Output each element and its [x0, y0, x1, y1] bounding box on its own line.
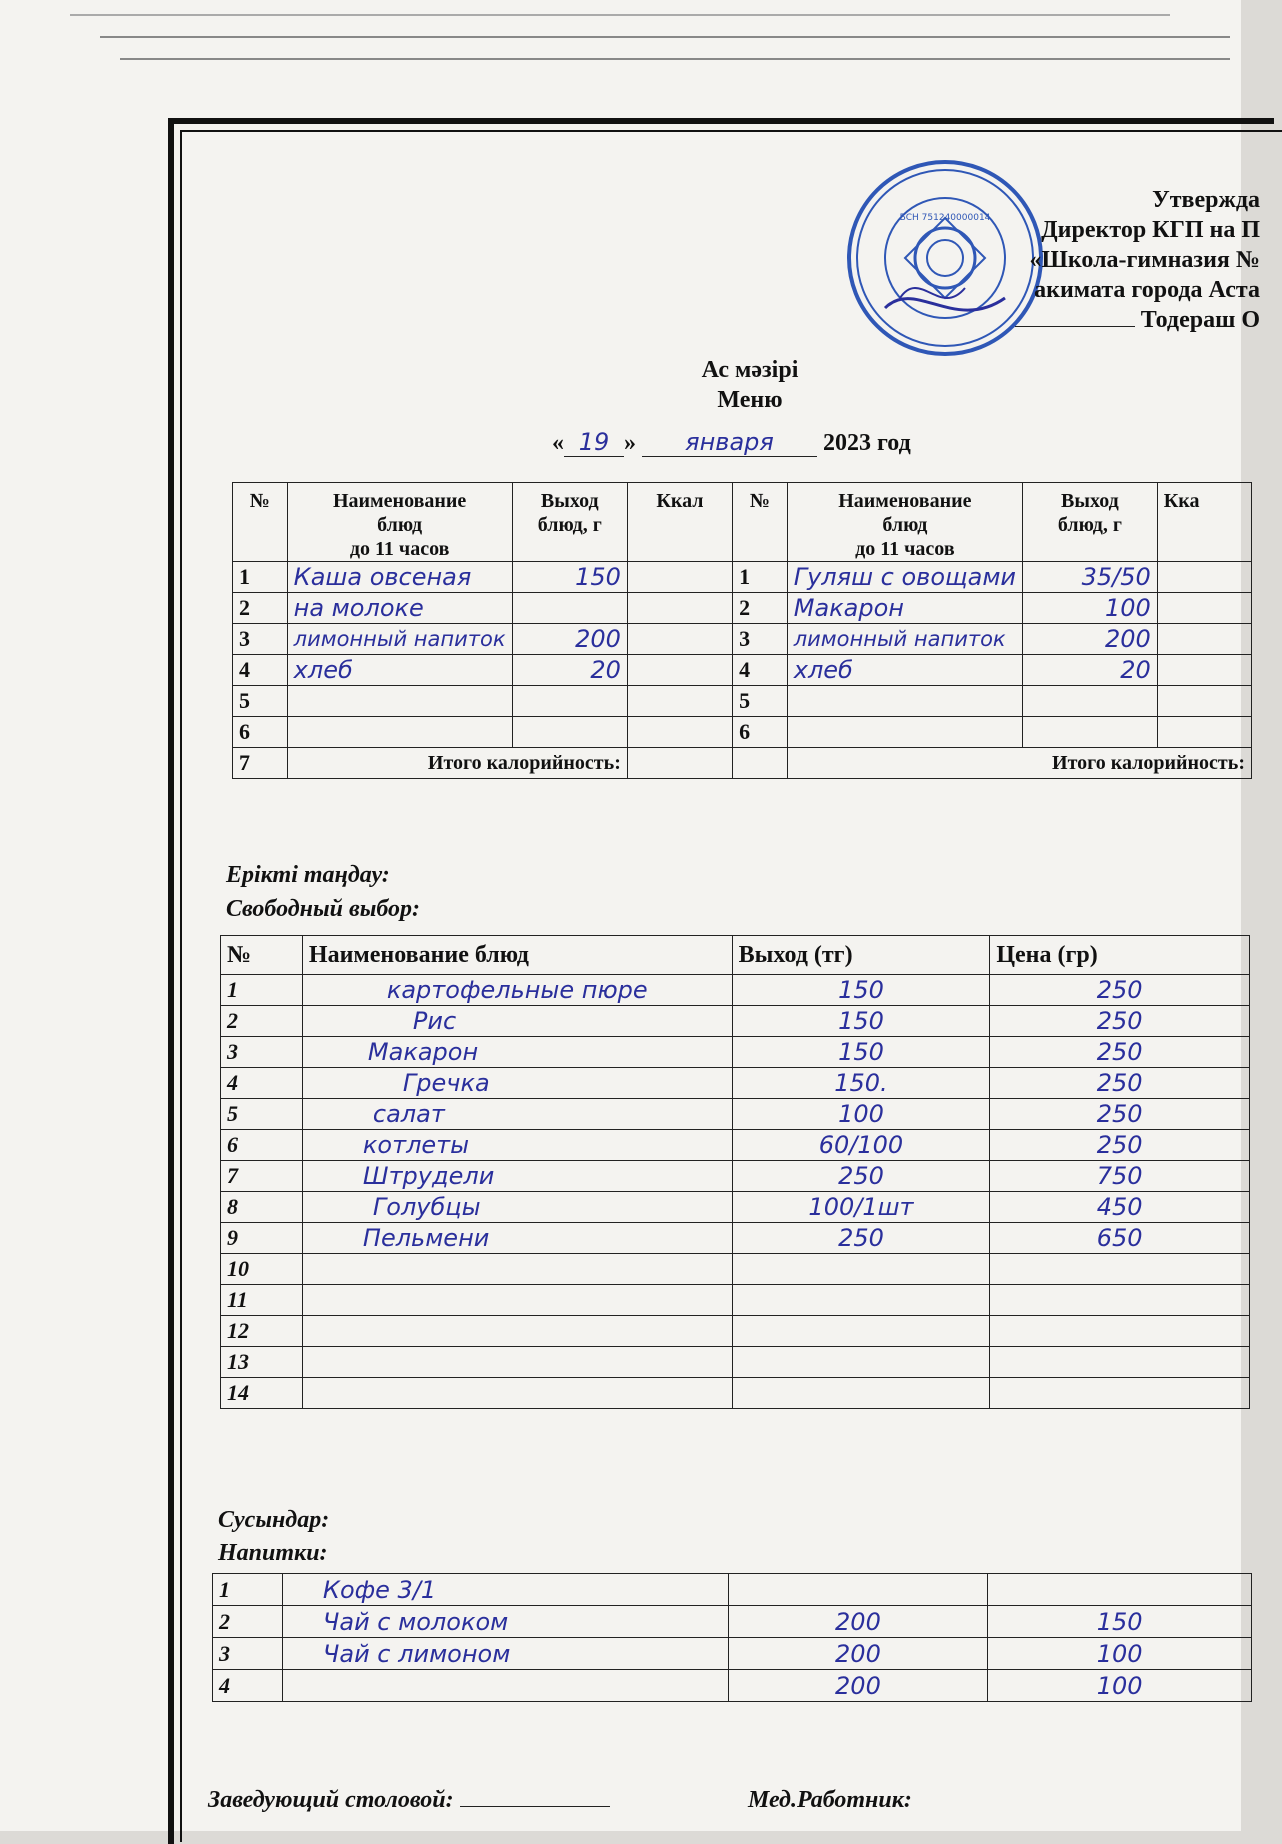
table-row: [221, 1192, 1250, 1223]
table-cell: 4: [233, 655, 288, 686]
empty-cell: [512, 686, 627, 717]
empty-cell: [1157, 655, 1251, 686]
empty-cell: [733, 748, 788, 779]
empty-cell: [990, 1254, 1250, 1285]
table-row: [213, 1638, 1252, 1670]
empty-cell: [990, 1347, 1250, 1378]
table-cell: 150: [732, 975, 990, 1006]
empty-cell: [990, 1285, 1250, 1316]
menu-table-header: [233, 483, 1252, 562]
empty-cell: [787, 686, 1022, 717]
empty-cell: [732, 1316, 990, 1347]
table-cell: Чай с лимоном: [282, 1638, 728, 1670]
approval-line: «Школа-гимназия №: [1029, 247, 1260, 273]
empty-cell: [302, 1254, 732, 1285]
footer-medic: [748, 1787, 912, 1814]
table-cell: 150: [732, 1006, 990, 1037]
empty-cell: [302, 1378, 732, 1409]
empty-cell: [627, 624, 732, 655]
table-cell: 7: [221, 1161, 303, 1192]
empty-cell: [732, 1254, 990, 1285]
table-cell: 250: [990, 1006, 1250, 1037]
col-kcal-2: Кка: [1157, 483, 1251, 562]
table-cell: 100: [1023, 593, 1158, 624]
total-label: Итого калорийность:: [287, 748, 627, 779]
table-cell: 2: [221, 1006, 303, 1037]
table-cell: Чай с молоком: [282, 1606, 728, 1638]
table-cell: 2: [233, 593, 288, 624]
empty-cell: [282, 1670, 728, 1702]
table-cell: 100: [988, 1638, 1252, 1670]
table-row: [233, 593, 1252, 624]
table-cell: Каша овсеная: [287, 562, 512, 593]
table-row: [221, 1316, 1250, 1347]
approval-line: акимата города Аста: [1034, 277, 1260, 303]
approval-line: Директор КГП на П: [1041, 217, 1260, 243]
table-cell: 6: [221, 1130, 303, 1161]
table-cell: 250: [732, 1223, 990, 1254]
manager-label: Заведующий столовой:: [208, 1787, 454, 1813]
empty-cell: [732, 1347, 990, 1378]
empty-cell: [627, 748, 732, 779]
table-cell: 9: [221, 1223, 303, 1254]
table-cell: 5: [733, 686, 788, 717]
heading-ru: Меню: [717, 387, 783, 413]
drinks-title-kz: Сусындар:: [218, 1507, 330, 1533]
date-day: 19: [564, 428, 624, 457]
table-cell: 3: [733, 624, 788, 655]
table-cell: 100/1шт: [732, 1192, 990, 1223]
table-cell: 8: [221, 1192, 303, 1223]
col-yield: Выход (тг): [732, 936, 990, 975]
table-row: [221, 1254, 1250, 1285]
manager-signature-blank: [460, 1806, 610, 1807]
table-cell: 11: [221, 1285, 303, 1316]
menu-heading: [560, 355, 940, 415]
table-cell: 250: [990, 1037, 1250, 1068]
table-cell: котлеты: [302, 1130, 732, 1161]
table-cell: 1: [233, 562, 288, 593]
table-cell: 200: [728, 1638, 988, 1670]
table-cell: Гуляш с овощами: [787, 562, 1022, 593]
table-cell: 4: [213, 1670, 283, 1702]
table-cell: 6: [733, 717, 788, 748]
director-name: Тодераш О: [1140, 307, 1260, 333]
empty-cell: [302, 1316, 732, 1347]
empty-cell: [287, 717, 512, 748]
medic-label: Мед.Работник:: [748, 1787, 912, 1813]
table-cell: 7: [233, 748, 288, 779]
table-row: [233, 624, 1252, 655]
table-cell: [512, 593, 627, 624]
table-cell: 750: [990, 1161, 1250, 1192]
empty-cell: [627, 562, 732, 593]
table-cell: 60/100: [732, 1130, 990, 1161]
free-choice-table: [220, 935, 1250, 1409]
col-kcal: Ккал: [627, 483, 732, 562]
empty-cell: [1157, 593, 1251, 624]
menu-table: [232, 482, 1252, 779]
table-row: [221, 975, 1250, 1006]
table-cell: Штрудели: [302, 1161, 732, 1192]
table-row: [233, 717, 1252, 748]
table-cell: 1: [213, 1574, 283, 1606]
table-cell: 12: [221, 1316, 303, 1347]
table-row: [221, 1130, 1250, 1161]
heading-kz: Ас мәзірі: [701, 357, 799, 383]
free-choice-header: [221, 936, 1250, 975]
table-row: [221, 1347, 1250, 1378]
table-cell: 5: [233, 686, 288, 717]
total-label-2: Итого калорийность:: [787, 748, 1251, 779]
table-cell: хлеб: [787, 655, 1022, 686]
table-cell: 250: [990, 975, 1250, 1006]
free-choice-title-kz: Ерікті таңдау:: [226, 862, 390, 888]
table-cell: 200: [512, 624, 627, 655]
table-cell: 6: [233, 717, 288, 748]
col-yield: Выход блюд, г: [512, 483, 627, 562]
top-rule: [70, 14, 1170, 16]
table-cell: 200: [1023, 624, 1158, 655]
table-cell: 150: [512, 562, 627, 593]
table-cell: картофельные пюре: [302, 975, 732, 1006]
table-cell: 35/50: [1023, 562, 1158, 593]
empty-cell: [990, 1316, 1250, 1347]
table-row: [233, 562, 1252, 593]
table-cell: 150.: [732, 1068, 990, 1099]
table-cell: 250: [990, 1130, 1250, 1161]
table-cell: 3: [221, 1037, 303, 1068]
approval-line: Утвержда: [1152, 187, 1260, 213]
table-cell: [728, 1574, 988, 1606]
table-cell: 2: [213, 1606, 283, 1638]
table-row: [221, 1099, 1250, 1130]
table-cell: 1: [221, 975, 303, 1006]
drinks-table: [212, 1573, 1252, 1702]
seal-bin: БСН 751240000014: [899, 213, 991, 223]
date-month: января: [642, 428, 817, 457]
empty-cell: [302, 1285, 732, 1316]
table-row: [233, 686, 1252, 717]
table-cell: 20: [512, 655, 627, 686]
table-cell: Голубцы: [302, 1192, 732, 1223]
empty-cell: [1023, 686, 1158, 717]
empty-cell: [1157, 624, 1251, 655]
top-rule: [120, 58, 1230, 60]
table-cell: 4: [221, 1068, 303, 1099]
empty-cell: [1157, 686, 1251, 717]
table-cell: хлеб: [287, 655, 512, 686]
table-cell: Макарон: [302, 1037, 732, 1068]
table-cell: 20: [1023, 655, 1158, 686]
table-cell: 650: [990, 1223, 1250, 1254]
empty-cell: [512, 717, 627, 748]
table-row: [221, 1285, 1250, 1316]
table-cell: 2: [733, 593, 788, 624]
empty-cell: [1157, 562, 1251, 593]
col-num: №: [233, 483, 288, 562]
empty-cell: [787, 717, 1022, 748]
table-cell: [988, 1574, 1252, 1606]
table-cell: Пельмени: [302, 1223, 732, 1254]
empty-cell: [627, 717, 732, 748]
col-price: Цена (гр): [990, 936, 1250, 975]
col-num: №: [221, 936, 303, 975]
table-cell: 100: [988, 1670, 1252, 1702]
table-cell: лимонный напиток: [287, 624, 512, 655]
table-cell: 100: [732, 1099, 990, 1130]
col-num-2: №: [733, 483, 788, 562]
col-name-2: Наименование блюд до 11 часов: [787, 483, 1022, 562]
table-row: [221, 1161, 1250, 1192]
menu-date: « 19 » января 2023 год: [552, 428, 911, 456]
table-cell: 3: [213, 1638, 283, 1670]
table-row: [221, 1068, 1250, 1099]
col-yield-2: Выход блюд, г: [1023, 483, 1158, 562]
empty-cell: [287, 686, 512, 717]
table-cell: на молоке: [287, 593, 512, 624]
empty-cell: [990, 1378, 1250, 1409]
empty-cell: [732, 1378, 990, 1409]
table-cell: Рис: [302, 1006, 732, 1037]
table-cell: 10: [221, 1254, 303, 1285]
drinks-title-ru: Напитки:: [218, 1540, 328, 1566]
empty-cell: [627, 593, 732, 624]
footer-manager: [208, 1787, 610, 1814]
empty-cell: [1157, 717, 1251, 748]
table-cell: 1: [733, 562, 788, 593]
empty-cell: [302, 1347, 732, 1378]
table-cell: 5: [221, 1099, 303, 1130]
table-cell: 200: [728, 1606, 988, 1638]
table-row: [233, 655, 1252, 686]
col-name: Наименование блюд до 11 часов: [287, 483, 512, 562]
table-cell: салат: [302, 1099, 732, 1130]
table-row: [213, 1670, 1252, 1702]
empty-cell: [1023, 717, 1158, 748]
table-cell: лимонный напиток: [787, 624, 1022, 655]
date-year: 2023 год: [823, 430, 911, 456]
table-cell: 450: [990, 1192, 1250, 1223]
table-cell: 200: [728, 1670, 988, 1702]
table-cell: Гречка: [302, 1068, 732, 1099]
col-name: Наименование блюд: [302, 936, 732, 975]
table-cell: 250: [990, 1099, 1250, 1130]
table-row: [221, 1378, 1250, 1409]
table-cell: 250: [732, 1161, 990, 1192]
table-total-row: [233, 748, 1252, 779]
table-cell: 14: [221, 1378, 303, 1409]
free-choice-title-ru: Свободный выбор:: [226, 896, 421, 922]
signature-blank: [1015, 326, 1135, 327]
empty-cell: [627, 655, 732, 686]
empty-cell: [732, 1285, 990, 1316]
table-cell: Кофе 3/1: [282, 1574, 728, 1606]
empty-cell: [627, 686, 732, 717]
table-row: [221, 1037, 1250, 1068]
table-row: [221, 1223, 1250, 1254]
table-cell: 150: [988, 1606, 1252, 1638]
approval-block: [900, 185, 1260, 335]
table-cell: 150: [732, 1037, 990, 1068]
table-row: [213, 1606, 1252, 1638]
table-cell: 4: [733, 655, 788, 686]
table-cell: 3: [233, 624, 288, 655]
table-cell: 250: [990, 1068, 1250, 1099]
table-row: [213, 1574, 1252, 1606]
table-cell: Макарон: [787, 593, 1022, 624]
approval-signature-line: [900, 305, 1260, 335]
table-row: [221, 1006, 1250, 1037]
table-cell: 13: [221, 1347, 303, 1378]
top-rule: [100, 36, 1230, 38]
